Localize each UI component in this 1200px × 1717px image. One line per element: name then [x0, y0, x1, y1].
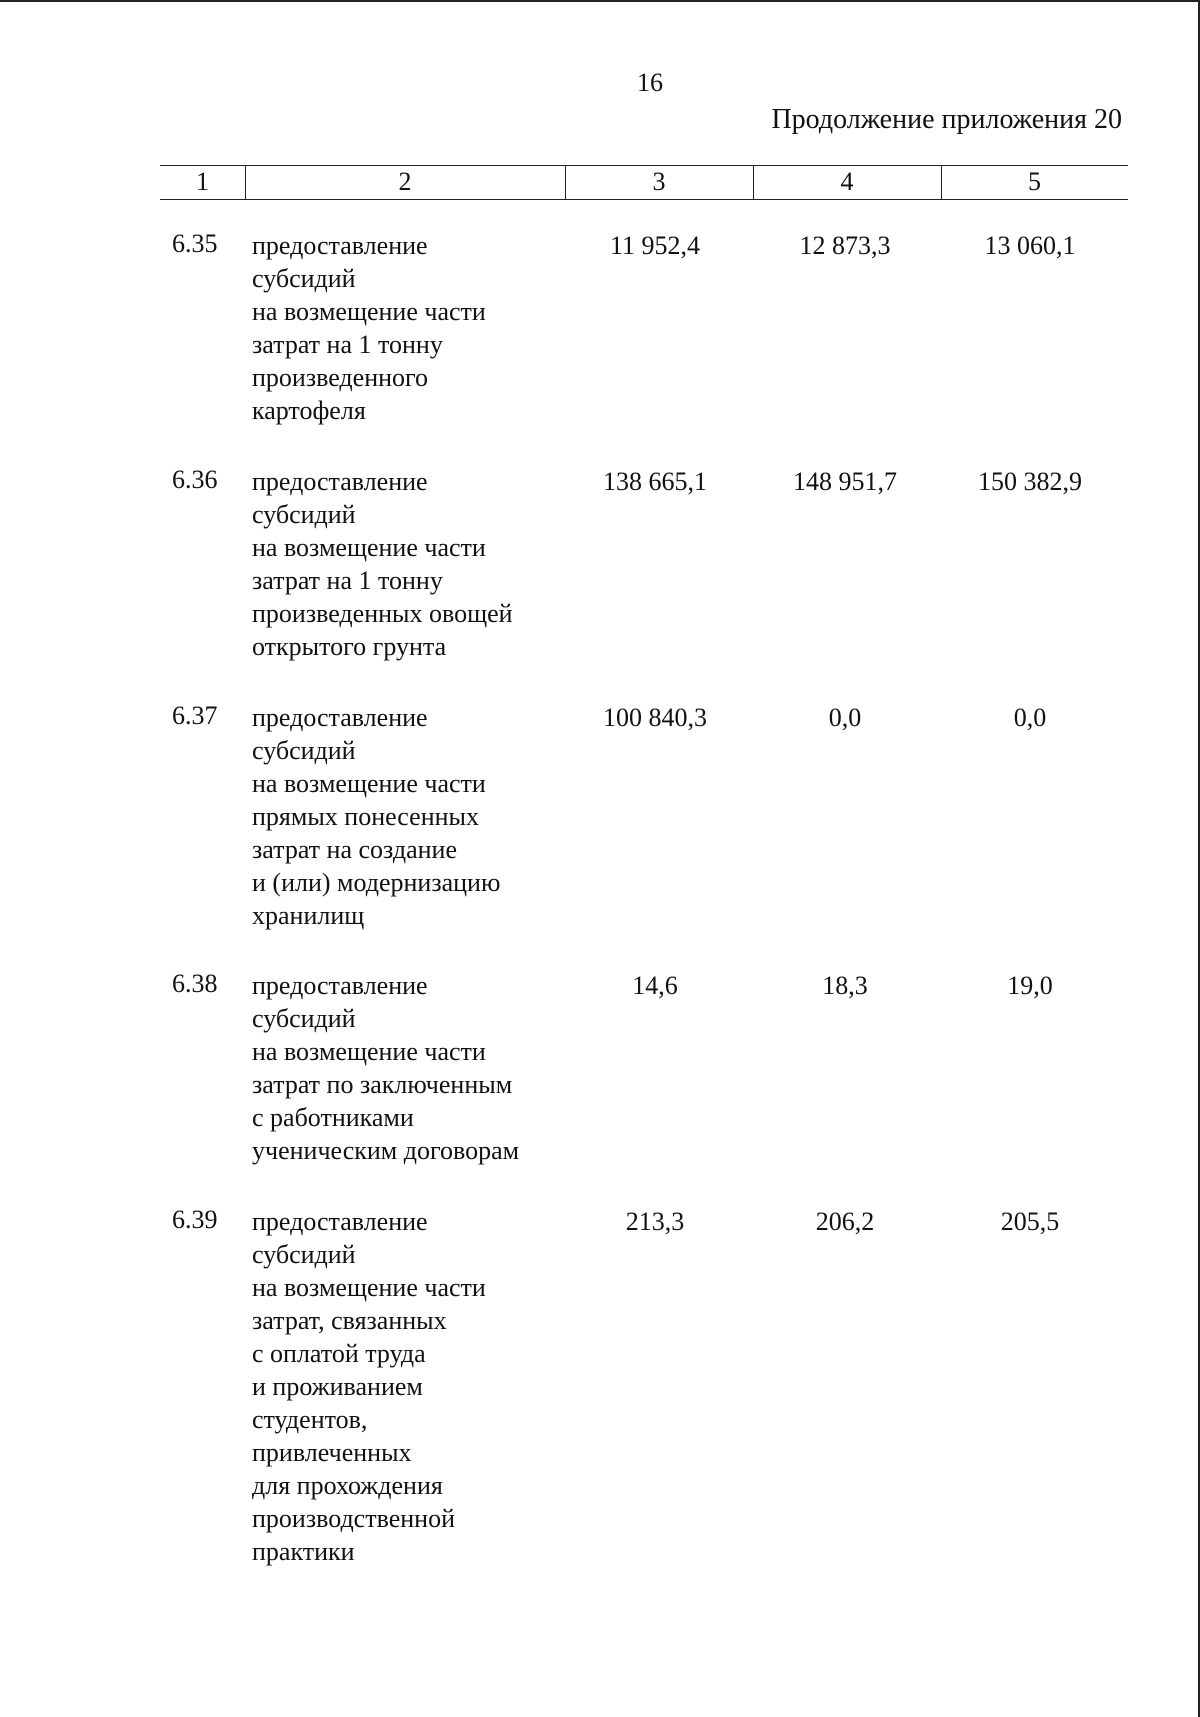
- description-line: произведенного: [252, 363, 429, 392]
- description-line: для прохождения: [252, 1471, 443, 1500]
- row-number: 6.39: [172, 1205, 218, 1234]
- description-line: и (или) модернизацию: [252, 868, 501, 897]
- description-line: ученическим договорам: [252, 1136, 520, 1165]
- description-line: предоставление: [252, 703, 428, 732]
- header-col-5: 5: [1028, 167, 1041, 196]
- description-line: субсидий: [252, 1004, 356, 1033]
- description-line: картофеля: [252, 396, 366, 425]
- row-value-3: 11 952,4: [609, 231, 701, 260]
- description-line: на возмещение части: [252, 297, 486, 326]
- row-number: 6.35: [172, 229, 218, 258]
- description-line: затрат, связанных: [252, 1306, 447, 1335]
- header-col-2: 2: [398, 167, 412, 196]
- row-value-5: 19,0: [1007, 971, 1053, 1000]
- description-line: предоставление: [252, 231, 428, 260]
- row-number: 6.36: [172, 465, 218, 494]
- description-line: предоставление: [252, 1207, 428, 1236]
- row-value-3: 213,3: [625, 1207, 685, 1236]
- description-line: субсидий: [252, 1240, 356, 1269]
- description-line: практики: [252, 1537, 355, 1566]
- description-line: и проживанием: [252, 1372, 423, 1401]
- description-line: субсидий: [252, 736, 356, 765]
- row-value-4: 0,0: [828, 703, 862, 732]
- table-header: [160, 165, 1128, 199]
- description-line: с работниками: [252, 1103, 414, 1132]
- row-number: 6.37: [172, 701, 218, 730]
- row-value-5: 205,5: [1000, 1207, 1060, 1236]
- row-value-5: 150 382,9: [978, 467, 1082, 496]
- description-line: предоставление: [252, 971, 428, 1000]
- page-number: 16: [637, 68, 663, 97]
- description-line: на возмещение части: [252, 1037, 486, 1066]
- row-value-4: 206,2: [815, 1207, 875, 1236]
- continuation-title: Продолжение приложения 20: [771, 104, 1122, 135]
- header-col-4: 4: [840, 167, 854, 196]
- description-line: прямых понесенных: [252, 802, 480, 831]
- description-line: затрат по заключенным: [252, 1070, 513, 1099]
- row-value-4: 12 873,3: [799, 231, 891, 260]
- row-value-5: 13 060,1: [984, 231, 1076, 260]
- description-line: на возмещение части: [252, 769, 486, 798]
- description-line: на возмещение части: [252, 533, 486, 562]
- description-line: студентов,: [252, 1405, 368, 1434]
- header-bottom-rule: [160, 199, 1128, 200]
- row-value-5: 0,0: [1013, 703, 1047, 732]
- row-description: [252, 465, 562, 663]
- description-line: производственной: [252, 1504, 455, 1533]
- description-line: предоставление: [252, 467, 428, 496]
- row-description: [252, 969, 562, 1167]
- description-line: с оплатой труда: [252, 1339, 426, 1368]
- row-value-3: 14,6: [632, 971, 678, 1000]
- description-line: затрат на 1 тонну: [252, 330, 443, 359]
- description-line: субсидий: [252, 264, 356, 293]
- row-description: [252, 701, 562, 932]
- row-value-3: 100 840,3: [603, 703, 707, 732]
- header-col-1: 1: [196, 167, 209, 196]
- row-number: 6.38: [172, 969, 218, 998]
- description-line: хранилищ: [252, 901, 365, 930]
- row-value-4: 18,3: [822, 971, 868, 1000]
- description-line: на возмещение части: [252, 1273, 486, 1302]
- description-line: привлеченных: [252, 1438, 412, 1467]
- row-description: [252, 229, 562, 427]
- description-line: затрат на создание: [252, 835, 457, 864]
- header-col-3: 3: [652, 167, 666, 196]
- description-line: открытого грунта: [252, 632, 447, 661]
- row-value-4: 148 951,7: [793, 467, 897, 496]
- description-line: затрат на 1 тонну: [252, 566, 443, 595]
- row-value-3: 138 665,1: [603, 467, 707, 496]
- description-line: произведенных овощей: [252, 599, 513, 628]
- row-description: [252, 1205, 562, 1568]
- description-line: субсидий: [252, 500, 356, 529]
